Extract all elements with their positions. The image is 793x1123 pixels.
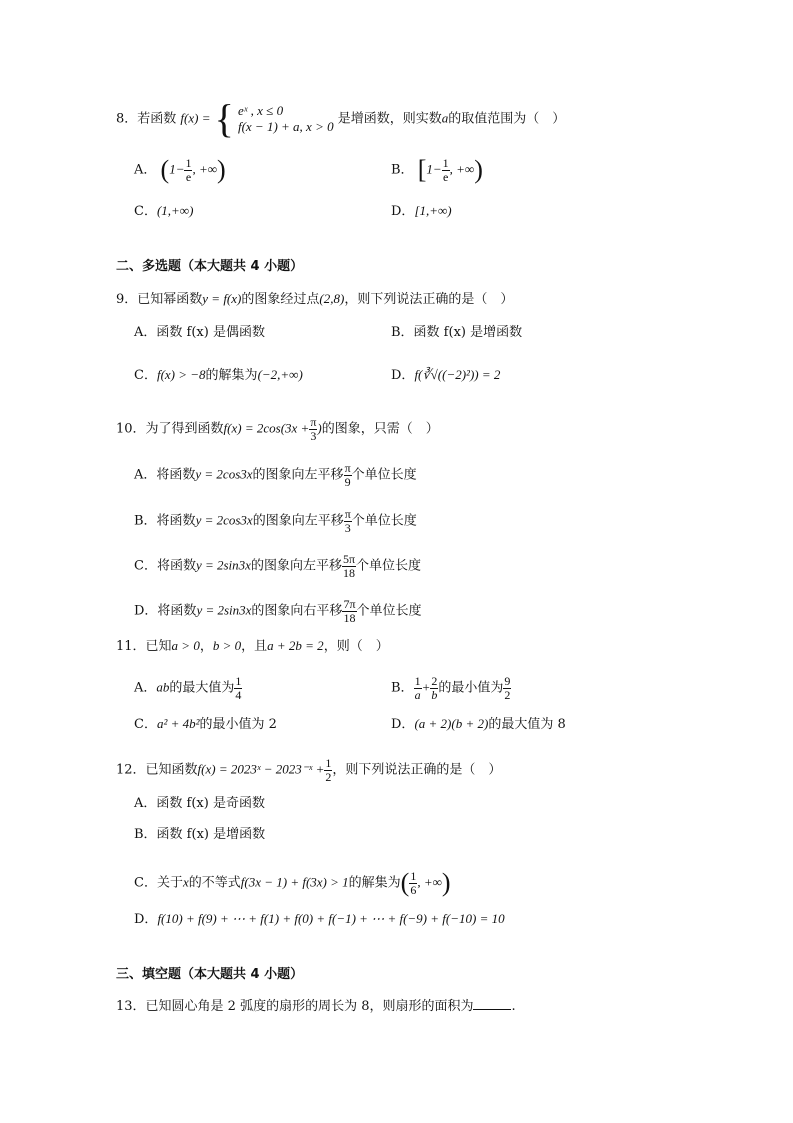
section-3-heading: 三、填空题（本大题共 4 小题） (116, 967, 304, 982)
q10-option-b-post: 个单位长度 (351, 513, 417, 529)
q13-answer-blank[interactable] (473, 1009, 511, 1010)
question-8 (116, 96, 566, 141)
q11-option-b-den: 2 (504, 687, 511, 702)
q10-option-b-den: 3 (344, 520, 351, 535)
q10-option-a-mid: 的图象向左平移 (252, 467, 344, 483)
q10-stem-num: π (310, 415, 317, 429)
q9-option-b: B．函数 f(x) 是增函数 (391, 325, 523, 340)
q12-option-c-mid: 的不等式 (188, 875, 241, 891)
q11-option-d-math: (a + 2)(b + 2) (414, 716, 489, 731)
q11-option-b-text: 的最小值为 (438, 680, 504, 696)
q8-var: a (441, 110, 449, 126)
section-2-heading: 二、多选题（本大题共 4 小题） (116, 259, 304, 274)
q12-option-c-pre: C．关于 (134, 875, 183, 891)
q8-option-a-label: A． (134, 162, 157, 178)
q9-option-d-math: f(∛√((−2)²)) = 2 (414, 367, 501, 382)
q10-option-c-post: 个单位长度 (356, 558, 422, 574)
q11-option-c-label: C． (134, 717, 157, 732)
q11-cond-2: b > 0 (212, 638, 242, 653)
q8-option-b-pre: 1− (426, 161, 442, 177)
q10-stem-math: f(x) = 2cos(3x + (223, 420, 310, 436)
q8-option-a: A． (1− $\frac{1}{e}$ , +∞) (134, 155, 226, 185)
q10-option-c-den: 18 (342, 565, 355, 580)
q10-option-c-mid: 的图象向左平移 (250, 558, 342, 574)
q11-option-b-num: 9 (504, 674, 511, 688)
q10-option-d-math: y = 2sin3x (196, 602, 252, 618)
q12-option-c-post: , +∞ (417, 874, 442, 890)
q11-cond-1: a > 0 (171, 638, 200, 653)
q11-option-d (391, 717, 566, 731)
q8-piecewise (238, 103, 334, 136)
q9-stem-mid: 的图象经过点 (241, 292, 320, 307)
q11-stem-pre: 11．已知 (116, 639, 172, 654)
q10-option-a-post: 个单位长度 (351, 467, 417, 483)
question-10 (116, 416, 439, 442)
q8-option-d-text: [1,+∞) (414, 203, 452, 218)
q12-option-c-math: f(3x − 1) + f(3x) > 1 (240, 874, 349, 890)
q11-option-b-plus: + (421, 679, 431, 695)
q10-option-d-num: 7π (343, 597, 356, 611)
q8-suffix: 是增函数，则实数 (337, 111, 442, 127)
q13-text: 13．已知圆心角是 2 弧度的扇形的周长为 8，则扇形的面积为 (116, 999, 474, 1014)
q8-option-a-post: , +∞ (192, 161, 218, 177)
q8-option-a-num: 1 (185, 156, 192, 170)
q10-option-a-num: π (344, 461, 351, 475)
q10-option-c-math: y = 2sin3x (195, 557, 251, 573)
q11-option-d-text: 的最大值为 8 (488, 717, 566, 732)
q10-option-b-num: π (344, 507, 351, 521)
q12-option-c-text: 的解集为 (348, 875, 401, 891)
q10-option-d (134, 598, 422, 624)
q12-option-a: A．函数 f(x) 是奇函数 (134, 796, 265, 811)
q10-option-c-num: 5π (342, 552, 356, 566)
q12-option-c-var: x (182, 874, 189, 890)
q10-option-b-mid: 的图象向左平移 (252, 513, 344, 529)
q11-mid: ，且 (241, 639, 268, 654)
q11-option-b (391, 675, 511, 701)
q12-option-d (134, 912, 505, 926)
q9-option-c-label: C． (134, 368, 157, 383)
q10-option-c-label: C．将函数 (134, 558, 196, 574)
question-12 (116, 757, 501, 783)
q8-function: f(x) = (180, 110, 211, 126)
q11-option-a-text: 的最大值为 (169, 680, 235, 696)
q11-option-a-math: ab (156, 679, 170, 695)
q10-option-d-label: D．将函数 (134, 603, 197, 619)
q12-option-d-label: D． (134, 912, 158, 927)
q12-stem-math: f(x) = 2023ˣ − 2023⁻ˣ + (197, 761, 325, 777)
q8-suffix-2: 的取值范围为（ ） (448, 111, 566, 127)
q12-option-b: B．函数 f(x) 是增函数 (134, 827, 266, 842)
q9-option-c-range: (−2,+∞) (257, 367, 303, 382)
q9-option-c-text: 的解集为 (205, 368, 258, 383)
q10-stem-close: ) (317, 420, 322, 436)
q11-option-a (134, 675, 242, 701)
q8-option-b: B． [1− $\frac{1}{e}$ , +∞) (391, 155, 483, 185)
q10-option-a-math: y = 2cos3x (195, 466, 253, 482)
q11-option-b-n1: 1 (414, 674, 421, 688)
q12-stem-num: 1 (325, 756, 332, 770)
q10-option-a (134, 462, 417, 488)
q10-stem-den: 3 (310, 428, 317, 443)
q9-option-c (134, 368, 303, 382)
q10-option-b-label: B．将函数 (134, 513, 196, 529)
q11-option-c (134, 717, 277, 731)
q8-case-2: f(x − 1) + a, x > 0 (237, 119, 334, 134)
q11-cond-3: a + 2b = 2 (267, 638, 324, 653)
q11-option-d-label: D． (391, 717, 415, 732)
q9-option-a: A．函数 f(x) 是偶函数 (134, 325, 265, 340)
q12-option-d-math: f(10) + f(9) + ⋯ + f(1) + f(0) + f(−1) + ⋯ + f(−9) + f(−10) = 10 (157, 911, 505, 926)
question-11 (116, 639, 389, 653)
q12-option-c-den: 6 (410, 882, 417, 897)
q8-option-c (134, 204, 193, 218)
q8-option-c-label: C． (134, 204, 157, 219)
q11-option-b-n2: 2 (431, 674, 438, 688)
q8-option-b-label: B． (391, 162, 414, 178)
q11-option-a-num: 1 (235, 674, 242, 688)
q11-option-a-den: 4 (235, 687, 242, 702)
q8-brace: { (214, 96, 234, 141)
q8-option-b-num: 1 (442, 156, 449, 170)
q11-post: ，则（ ） (323, 639, 389, 654)
q12-stem-post: ，则下列说法正确的是（ ） (332, 762, 502, 778)
q11-option-c-math: a² + 4b² (156, 716, 200, 731)
q8-option-a-den: e (185, 169, 192, 184)
q13-end: . (511, 999, 516, 1014)
q11-option-c-text: 的最小值为 2 (199, 717, 277, 732)
q10-option-d-den: 18 (343, 610, 356, 625)
q8-option-d (391, 204, 452, 218)
q10-option-a-den: 9 (344, 474, 351, 489)
q8-option-b-post: , +∞ (449, 161, 475, 177)
q10-option-a-label: A．将函数 (134, 467, 196, 483)
q8-option-a-pre: 1− (169, 161, 185, 177)
q11-sep: ， (199, 639, 213, 654)
question-9 (116, 292, 513, 306)
q10-option-b-math: y = 2cos3x (195, 512, 253, 528)
q9-stem-math: y = f(x) (202, 291, 242, 306)
q10-option-d-post: 个单位长度 (356, 603, 422, 619)
q8-option-b-den: e (442, 169, 449, 184)
q12-stem-pre: 12．已知函数 (116, 762, 198, 778)
q8-case-1: eˣ , x ≤ 0 (237, 102, 284, 118)
q12-stem-den: 2 (325, 769, 332, 784)
q11-option-a-label: A． (134, 680, 157, 696)
question-13 (116, 1000, 516, 1013)
q9-option-d (391, 368, 500, 382)
q11-option-b-d2: b (431, 687, 438, 702)
q8-option-c-text: (1,+∞) (156, 203, 194, 218)
q10-option-b (134, 508, 417, 534)
q12-option-c-num: 1 (410, 869, 417, 883)
q9-option-d-label: D． (391, 368, 415, 383)
q9-stem-post: ，则下列说法正确的是（ ） (344, 292, 514, 307)
q9-stem-point: (2,8) (319, 291, 345, 306)
q10-option-d-mid: 的图象向右平移 (251, 603, 343, 619)
q11-option-b-label: B． (391, 680, 414, 696)
q9-option-c-math: f(x) > −8 (156, 367, 206, 382)
q9-stem-pre: 9．已知幂函数 (116, 292, 203, 307)
q11-option-b-d1: a (414, 687, 421, 702)
q8-option-d-label: D． (391, 204, 415, 219)
q10-stem-pre: 10．为了得到函数 (116, 421, 224, 437)
q10-option-c (134, 553, 421, 579)
q12-option-c: C．关于x的不等式f(3x − 1) + f(3x) > 1的解集为( $\frac{1}{6}$ , +∞) (134, 868, 451, 898)
q10-stem-post: 的图象，只需（ ） (321, 421, 439, 437)
q8-prefix: 8．若函数 (116, 111, 177, 127)
